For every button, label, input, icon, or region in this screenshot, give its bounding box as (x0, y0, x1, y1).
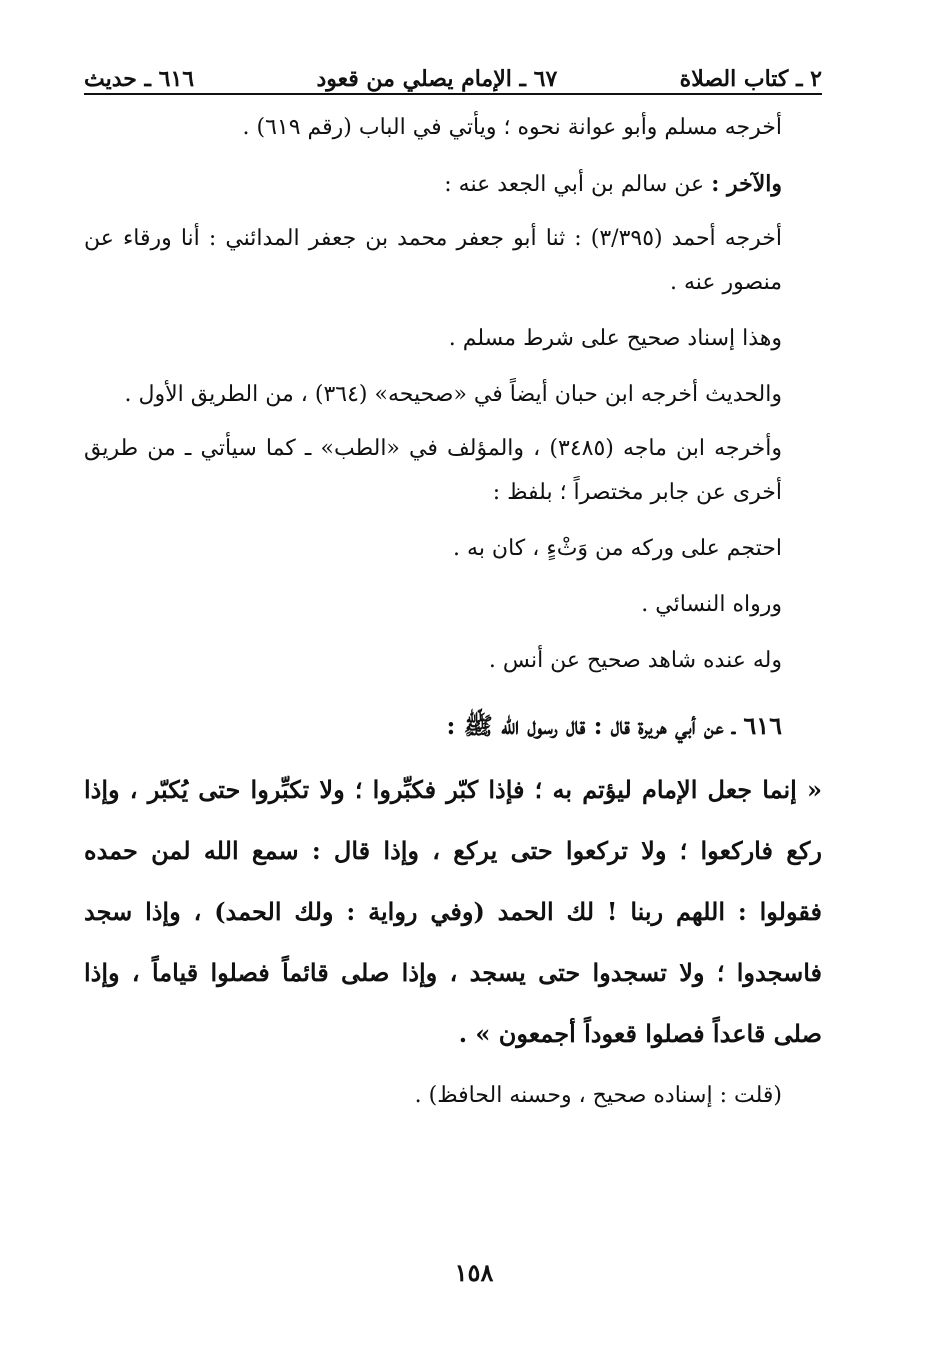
running-header (84, 54, 822, 92)
paragraph-9: وله عنده شاهد صحيح عن أنس . (488, 648, 782, 673)
paragraph-3: أخرجه أحمد (٣/٣٩٥) : ثنا أبو جعفر محمد بن جعفر المدائني : أنا ورقاء عن منصور عنه . (84, 226, 782, 295)
paragraph-6: وأخرجه ابن ماجه (٣٤٨٥) ، والمؤلف في «الطب» ـ كما سيأتي ـ من طريق أخرى عن جابر مختصراً ؛ بلفظ : (84, 436, 783, 505)
paragraph-2-text: عن سالم بن أبي الجعد عنه : (444, 172, 705, 197)
paragraph-2-label: والآخر : (711, 171, 782, 197)
paragraph-4: وهذا إسناد صحيح على شرط مسلم . (448, 326, 782, 351)
paragraph-8: ورواه النسائي . (641, 592, 782, 617)
page-number: ١٥٨ (454, 1258, 494, 1287)
hadith-text: « إنما جعل الإمام ليؤتم به ؛ فإذا كبّر فكبِّروا ؛ ولا تكبِّروا حتى يُكبّر ، وإذا ركع فاركعوا ؛ ولا تركعوا حتى يركع ، وإذا قال : سمع الله لمن حمده فقولوا : اللهم ربنا ! لك الحمد (وفي رواية : ولك الحمد) ، وإذا سجد فاسجدوا ؛ ولا تسجدوا حتى يسجد ، وإذا صلى قائماً فصلوا قياماً ، وإذا صلى قاعداً فصلوا قعوداً أجمعون » . (84, 775, 822, 1048)
header-chapter-title: ٦٧ ـ الإمام يصلي من قعود (316, 66, 558, 92)
paragraph-1: أخرجه مسلم وأبو عوانة نحوه ؛ ويأتي في الباب (رقم ٦١٩) . (242, 115, 782, 140)
header-divider (84, 93, 822, 95)
page-body (84, 100, 822, 1126)
hadith-note: (قلت : إسناده صحيح ، وحسنه الحافظ) . (414, 1083, 782, 1108)
header-book-title: ٢ ـ كتاب الصلاة (679, 66, 822, 92)
header-hadith-number: ٦١٦ ـ حديث (84, 66, 195, 92)
hadith-heading: ٦١٦ ـ عن أبي هريرة قال : قال رسول الله ﷺ : (446, 711, 782, 740)
paragraph-7: احتجم على وركه من وَثْءٍ ، كان به . (453, 536, 782, 561)
paragraph-5: والحديث أخرجه ابن حبان أيضاً في «صحيحه» (٣٦٤) ، من الطريق الأول . (124, 382, 782, 407)
paragraph-2 (84, 156, 822, 213)
